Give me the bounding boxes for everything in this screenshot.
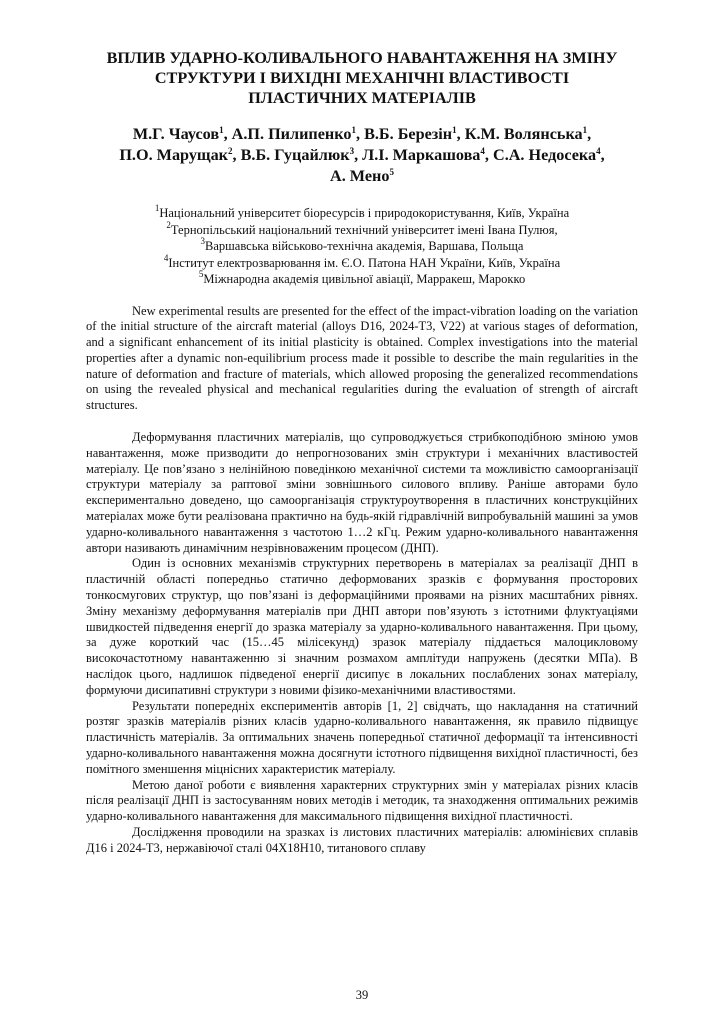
author-line-3 [86, 166, 638, 187]
title-line-2: СТРУКТУРИ І ВИХІДНІ МЕХАНІЧНІ ВЛАСТИВОСТІ [154, 69, 570, 87]
abstract: New experimental results are presented for the effect of the impact-vibration loading on the variation of the initial structure of the aircraft material (alloys D16, 2024-T3, V22) at various stages of deformation, and a significant enhancement of its initial plasticity is obtained. Complex investigations into the material properties after a dynamic non-equilibrium process made it possible to describe the main regularities in the nature of deformation and fracture of materials, which allowed proposing the generalized recommendations on using the revealed physical and mechanical regularities during the evaluation of strength of aircraft structures. [86, 303, 638, 413]
author-name: М.Г. Чаусов [132, 125, 220, 143]
title-line-3: ПЛАСТИЧНИХ МАТЕРІАЛІВ [248, 89, 476, 107]
affiliation-sup: 2 [166, 219, 171, 230]
author-sup: 1 [452, 125, 457, 135]
affiliation-sup: 1 [154, 203, 160, 213]
body-paragraph: Один із основних механізмів структурних перетворень в матеріалах за реалізації ДНП в пластичній області попередньо статично деформованих зразків є формування просторових тонкосмугових структур, що пов’язані із деформаційними проявами на різних масштабних рівнях. Зміну механізму деформування матеріалів при ДНП автори пов’язують з істотними флуктуаціями швидкостей підведення енергії до зразка матеріалу за ударно-коливального навантаження. При цьому, за дуже короткий час (15…45 мілісекунд) зразок матеріалу піддається малоцикловому високочастотному навантаженню зі значним розмахом амплітуди напружень (десятки МПа). В наслідок цього, надлишок підведеної енергії дисипує в локальних послаблених зонах матеріалу, формуючи дисипативні структури з новими фізико-механічними властивостями. [86, 556, 638, 697]
author-list [86, 124, 638, 187]
body-text [86, 430, 638, 857]
affiliation-text: Національний університет біоресурсів і природокористування, Київ, Україна [159, 206, 570, 220]
author-sup: 1 [219, 125, 224, 135]
author-sup: 3 [349, 146, 355, 156]
author-sup: 4 [596, 146, 601, 156]
affiliation-item [86, 219, 638, 239]
affiliation-text: Варшавська військово-технічна академія, Варшава, Польща [205, 239, 524, 253]
page-number: 39 [355, 988, 369, 1002]
affiliation-item [86, 271, 638, 288]
affiliation-sup: 5 [198, 269, 204, 279]
author-name: С.А. Недосека [493, 146, 597, 164]
author-name: П.О. Марущак [119, 146, 229, 164]
author-name: А. Мено [330, 167, 390, 185]
affiliation-list [86, 205, 638, 288]
body-paragraph: Дослідження проводили на зразках із листових пластичних матеріалів: алюмінієвих сплавів Д16 і 2024-Т3, нержавіючої сталі 04Х18Н10, титанового сплаву [86, 825, 638, 855]
author-sup: 5 [389, 167, 394, 177]
title-line-1: ВПЛИВ УДАРНО-КОЛИВАЛЬНОГО НАВАНТАЖЕННЯ НА ЗМІНУ [106, 49, 618, 67]
author-sup: 1 [351, 125, 356, 135]
paper-title [86, 48, 638, 108]
affiliation-text: Міжнародна академія цивільної авіації, Марракеш, Марокко [203, 272, 526, 286]
affiliation-item [86, 252, 638, 272]
author-sup: 1 [582, 125, 588, 135]
affiliation-text: Інститут електрозварювання ім. Є.О. Патона НАН України, Київ, Україна [168, 255, 561, 270]
affiliation-text: Тернопільський національний технічний університет імені Івана Пулюя, [170, 222, 558, 237]
author-name: А.П. Пилипенко [231, 125, 352, 143]
author-name: К.М. Волянська [464, 125, 583, 143]
author-name: Л.І. Маркашова [362, 146, 481, 164]
author-line-2: П.О. Марущак$^2$, В.Б. Гуцайлюк$^3$, Л.І. Маркашова$^4$, С.А. Недосека$^4$, [119, 146, 605, 164]
author-name: В.Б. Гуцайлюк [240, 146, 350, 164]
author-sup: 2 [228, 146, 233, 156]
paper-page [86, 48, 638, 857]
body-paragraph: Результати попередніх експериментів авторів [1, 2] свідчать, що накладання на статичний розтяг зразків матеріалів різних класів ударно-коливального навантаження, як правило підвищує пластичність матеріалів. За оптимальних значень попередньої статичної деформації та інтенсивності ударно-коливального навантаження можна досягнути істотного підвищення вихідної пластичності, без помітного зменшення міцнісних характеристик матеріалу. [86, 698, 638, 776]
author-name: В.Б. Березін [364, 125, 453, 143]
author-sup: 4 [480, 146, 485, 156]
affiliation-sup: 3 [200, 236, 206, 246]
body-paragraph: Деформування пластичних матеріалів, що супроводжується стрибкоподібною зміною умов навантаження, може призводити до непрогнозованих змін структури і механічних властивостей матеріалу. Це пов’язано з нелінійною поведінкою механічної системи та можливістю самоорганізації структури матеріалу за раптової зміни зовнішнього силового впливу. Раніше авторами було експериментально доведено, що самоорганізація структуроутворення в пластичних конструкційних матеріалах може бути реалізована практично на будь-якій гідравлічній випробувальній машині за умов ударно-коливального навантаження з частотою 1…2 кГц. Режим ударно-коливального навантаження автори називають динамічним незрівноваженим процесом (ДНП). [86, 430, 638, 555]
body-paragraph: Метою даної роботи є виявлення характерних структурних змін у матеріалах різних класів після реалізації ДНП із застосуванням нових методів і методик, та знаходження оптимальних режимів ударно-коливального навантаження для максимального підвищення вихідної пластичності. [86, 777, 638, 824]
author-line-1: М.Г. Чаусов$^1$, А.П. Пилипенко$^1$, В.Б. Березін$^1$, К.М. Волянська$^1$, [132, 125, 592, 143]
affiliation-sup: 4 [163, 252, 169, 263]
affiliation-item [86, 238, 638, 255]
